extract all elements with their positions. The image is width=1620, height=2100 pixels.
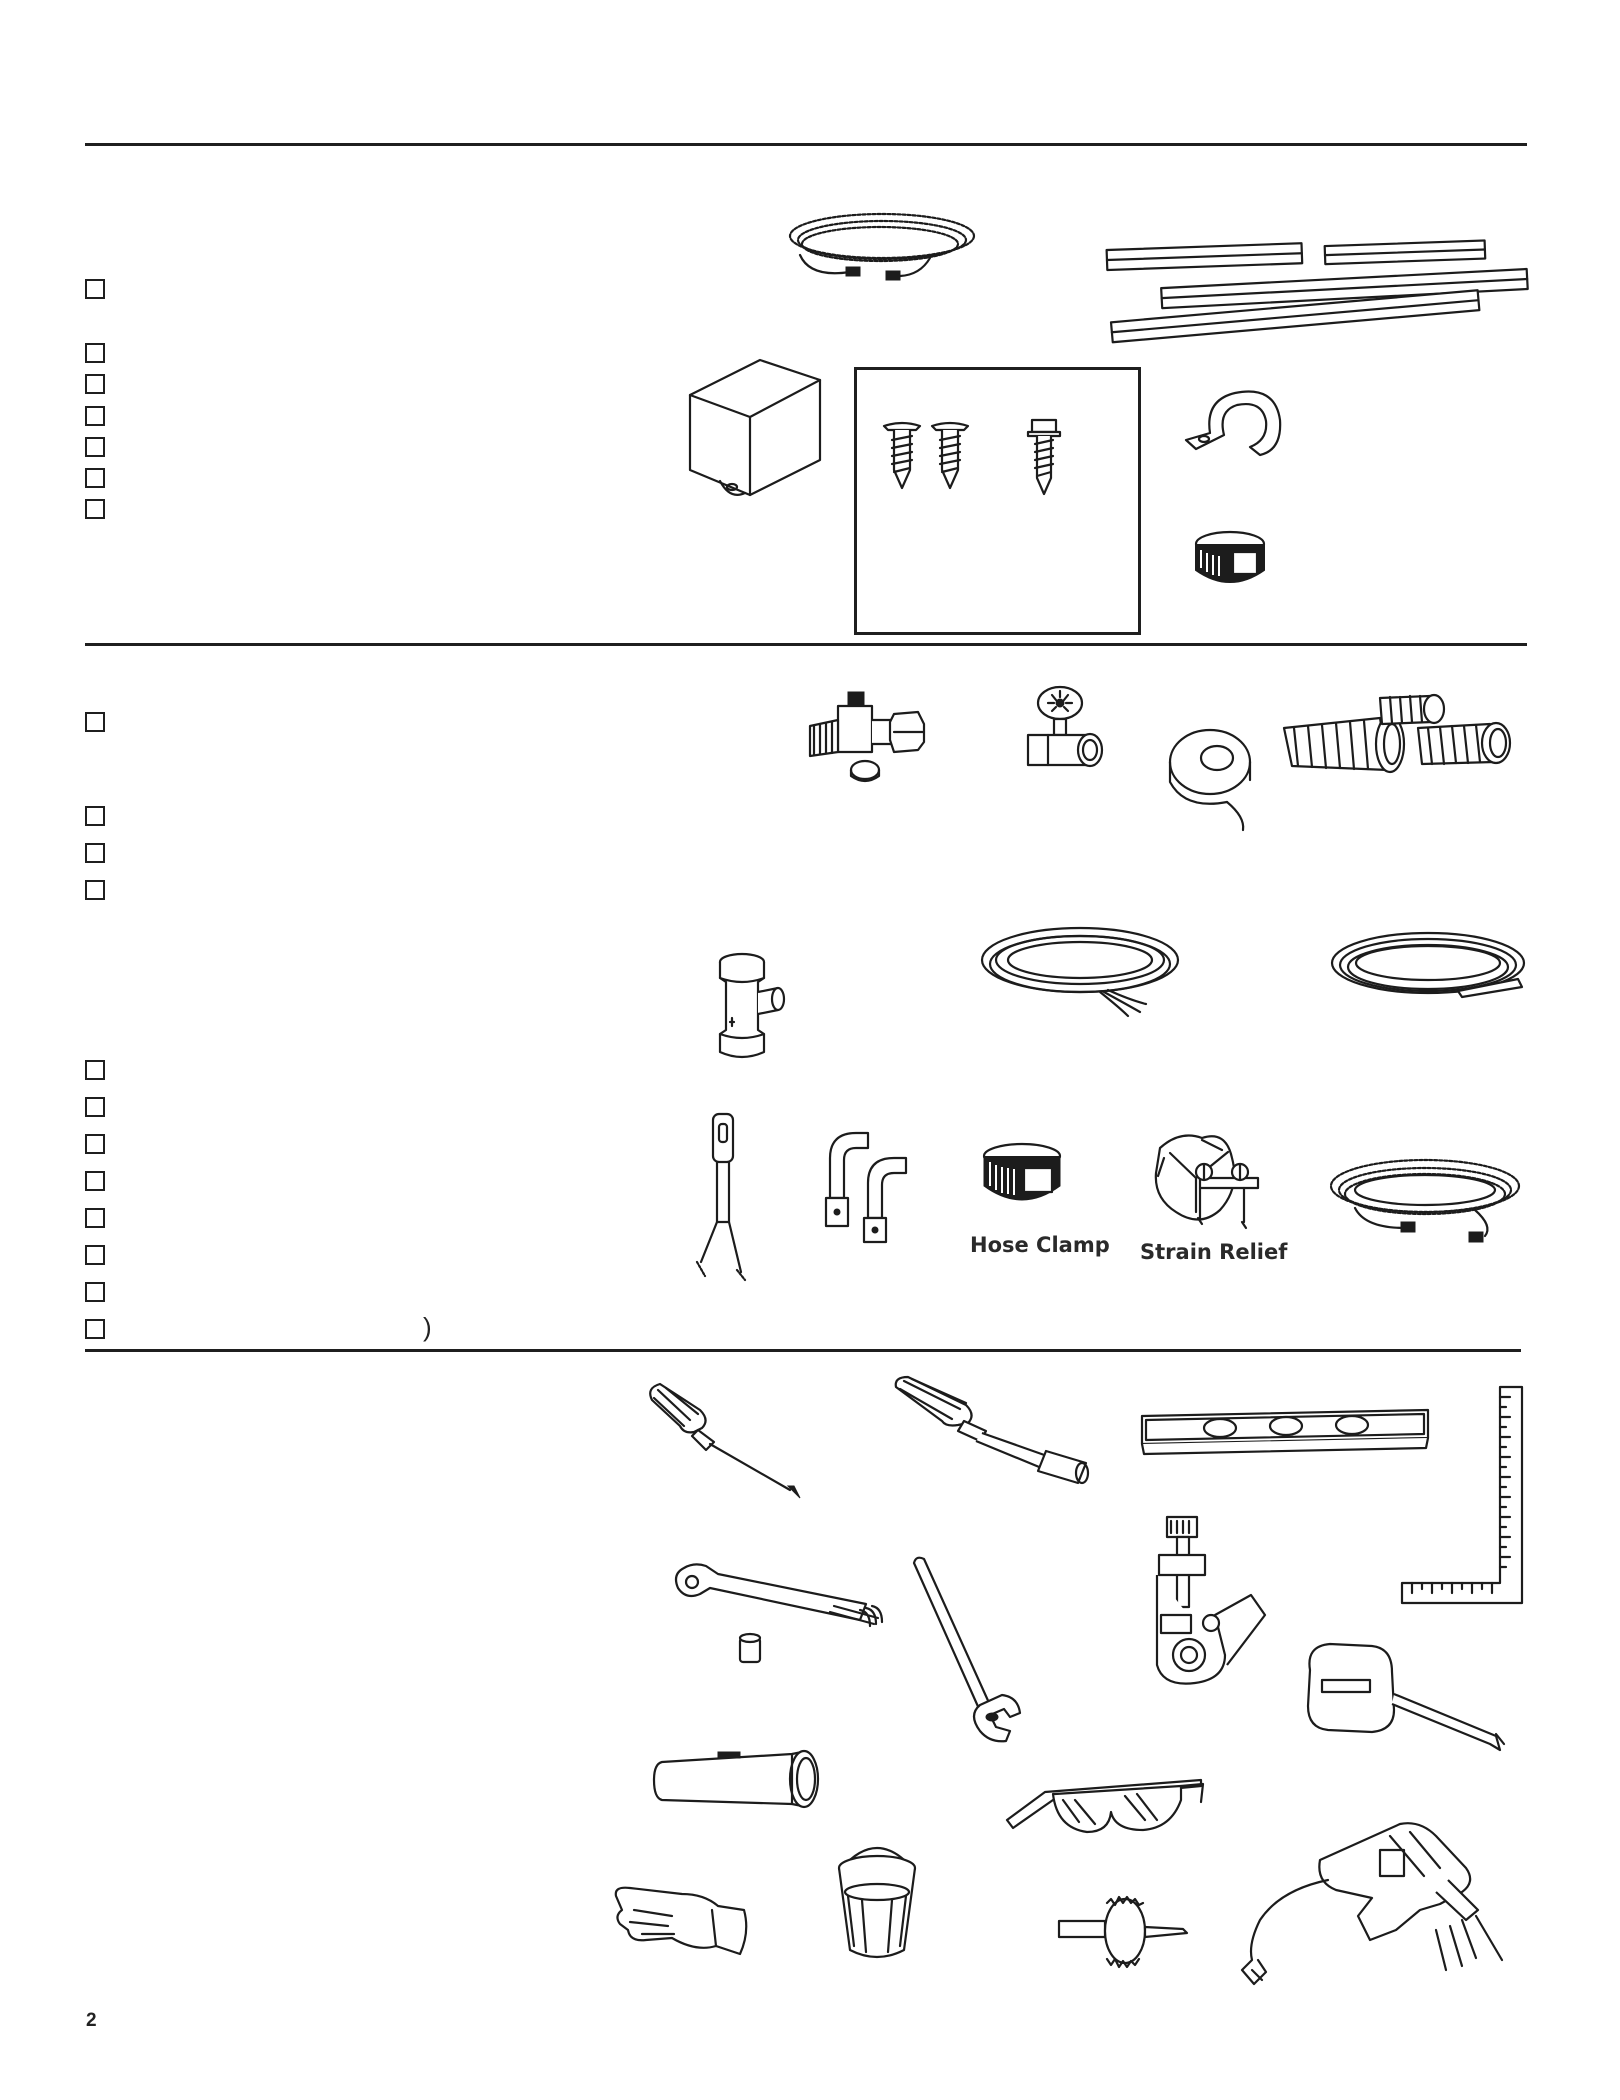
drain-hose-coil-icon [780,200,985,285]
tee-fitting-icon [712,952,792,1062]
checkbox-kit-item-4[interactable] [85,406,105,426]
checkbox-kit-item-6[interactable] [85,468,105,488]
tape-measure-icon [1300,1640,1510,1760]
drain-fitting-icon [1020,685,1110,785]
tubing-cutter-icon [1155,1515,1270,1690]
electrical-cable-coil-icon [980,920,1185,1020]
trim-strips-icon [1105,240,1530,350]
adjustable-wrench-icon [910,1555,1030,1755]
checkbox-supply-item-2[interactable] [85,806,105,826]
hose-clamp-icon-kit [1193,528,1268,588]
power-cord-icon [695,1112,750,1282]
flashlight-icon [652,1748,832,1813]
power-drill-icon [1240,1820,1520,1995]
checkbox-kit-item-2[interactable] [85,343,105,363]
level-icon [1140,1408,1430,1458]
section-rule-middle [85,643,1527,646]
screws-box [854,367,1141,635]
hose-clamp-icon [980,1140,1065,1208]
checkbox-supply-item-12[interactable] [85,1319,105,1339]
hole-saw-icon [1055,1895,1190,1970]
tubing-coil-icon [1328,925,1528,1025]
checkbox-supply-item-10[interactable] [85,1245,105,1265]
work-gloves-icon [612,1880,752,1960]
elbow-fittings-icon [818,1128,928,1243]
cable-clamp-icon [1180,385,1290,463]
bucket-icon [832,1838,922,1963]
checkbox-kit-item-3[interactable] [85,374,105,394]
hose-clamp-caption: Hose Clamp [970,1233,1110,1257]
checkbox-kit-item-5[interactable] [85,437,105,457]
checkbox-supply-item-6[interactable] [85,1097,105,1117]
phillips-screwdriver-icon [640,1380,810,1500]
checkbox-supply-item-11[interactable] [85,1282,105,1302]
checkbox-supply-item-5[interactable] [85,1060,105,1080]
drain-hose-coil-icon-large [1325,1148,1525,1248]
page-number: 2 [86,2010,97,2031]
checkbox-supply-item-4[interactable] [85,880,105,900]
checkbox-supply-item-9[interactable] [85,1208,105,1228]
checkbox-kit-item-1[interactable] [85,279,105,299]
checkbox-supply-item-7[interactable] [85,1134,105,1154]
checkbox-supply-item-3[interactable] [85,843,105,863]
checkbox-supply-item-1[interactable] [85,712,105,732]
section-rule-top [85,143,1527,146]
section-rule-lower [85,1349,1521,1352]
ratchet-wrench-icon [670,1560,890,1670]
nut-driver-icon [890,1375,1100,1485]
strain-relief-caption: Strain Relief [1140,1240,1288,1264]
carpenter-square-icon [1400,1385,1525,1607]
water-valve-icon [808,690,928,785]
tape-roll-icon [1165,722,1255,832]
checkbox-kit-item-7[interactable] [85,499,105,519]
screws-icon [882,420,1082,500]
junction-box-icon [675,355,825,505]
checkbox-supply-item-8[interactable] [85,1171,105,1191]
safety-glasses-icon [1005,1772,1205,1842]
stray-parenthesis: ) [423,1312,432,1342]
wire-nuts-icon [1280,688,1520,783]
strain-relief-icon [1140,1128,1265,1238]
